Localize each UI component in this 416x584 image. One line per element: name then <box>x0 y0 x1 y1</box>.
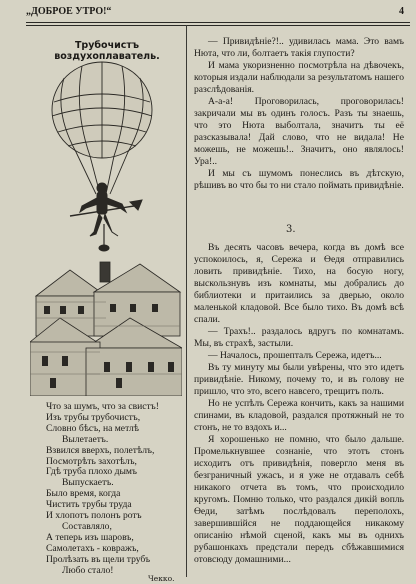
poem-line: Гдѣ труба плохо дымъ <box>46 466 137 478</box>
poem-text <box>46 402 182 577</box>
paragraph: Въ десять часовъ вечера, когда въ домѣ все успокоилось, я, Сережа и Өедя отправились ловить привидѣніе. Тихо, на босую ногу, выскользнувъ изъ комнаты, мы добрались до библиотеки и притаились за дверью, около маленькой кладовой. Все было тихо. Въ домѣ всѣ спали. <box>194 242 404 325</box>
poem-title: Трубочистъ воздухоплаватель. <box>54 40 160 62</box>
magazine-title: „ДОБРОЕ УТРО!“ <box>26 6 112 17</box>
page-number: 4 <box>399 6 404 17</box>
poem-line: Пролѣзать въ щели трубъ <box>46 553 151 565</box>
story-text-bottom <box>194 242 404 566</box>
paragraph: Я хорошенько не помню, что было дальше. Промелькнувшее сознаніе, что этотъ стонъ исходитъ отъ привидѣнія, повергло меня въ безграничный ужасъ, и я уже не отдавалъ себѣ никакого отчета въ томъ, что происходило кругомъ. Помню только, что раздался дикій вопль Өеди, затѣмъ послѣдовалъ переполохъ, завершившійся не поддающейся никакому описанію нѣмой сценой, какъ мы въ однихъ рубашонкахъ предстали передъ сбѣжавшимися отовсюду домашними... <box>194 434 404 565</box>
poem-line: Изъ трубы трубочистъ, <box>46 411 141 423</box>
poem-line: А теперь изъ шаровъ, <box>46 531 134 543</box>
page-header <box>26 6 408 20</box>
poem-line: Самолетахъ - ковражъ, <box>46 542 139 554</box>
balloon-icon <box>52 62 152 194</box>
poem-line: Словно бѣсъ, на метлѣ <box>46 422 140 434</box>
paragraph: И мама укоризненно посмотрѣла на дѣвочекъ, которыя издали наблюдали за результатомъ нашего разслѣдованія. <box>194 60 404 95</box>
header-rule-second <box>26 25 410 26</box>
section-number: 3. <box>286 224 296 235</box>
poem-line: Составляло, <box>62 520 112 532</box>
poem-line: Было время, когда <box>46 488 121 500</box>
poem-signature: Чекко. <box>148 574 175 583</box>
poem-line: Выпускаетъ. <box>62 477 114 489</box>
paragraph: И мы съ шумомъ понеслись въ дѣтскую, рѣшивъ во что бы то ни стало поймать привидѣніе. <box>194 168 404 191</box>
rooftops-icon <box>30 262 182 396</box>
paragraph: Но не успѣлъ Сережа кончить, какъ за нашими спинами, въ кладовой, раздался протяжный не то стонъ, не то вздохъ и... <box>194 398 404 433</box>
poem-line: Посмотрѣть захотѣлъ, <box>46 455 137 467</box>
paragraph: — Трахъ!.. раздалось вдругъ по комнатамъ. Мы, въ страхѣ, застыли. <box>194 326 404 349</box>
poem-line: Чистить трубы труда <box>46 499 132 511</box>
poem-line: Взвился вверхъ, полетѣлъ, <box>46 444 155 456</box>
header-rule <box>26 22 410 23</box>
paragraph: Въ ту минуту мы были увѣрены, что это идетъ привидѣніе. Никому, почему то, и въ голову не пришло, что это, всего навсего, трещитъ полъ. <box>194 362 404 397</box>
story-text-top <box>194 36 404 192</box>
poem-line: Любо стало! <box>62 564 114 576</box>
chimney-sweep-icon <box>70 183 142 251</box>
poem-line: И хлопотъ полонъ ротъ <box>46 510 142 522</box>
poem-line: Что за шумъ, что за свистъ! <box>46 401 159 412</box>
balloon-illustration <box>30 56 182 396</box>
column-divider <box>186 25 187 577</box>
paragraph: А-а-а! Проговорилась, проговорилась! закричали мы въ одинъ голосъ. Разъ ты знаешь, что это Нюта выболтала, значитъ ты её разсказывала! Дай слово, что не видала! Не можешь, не можешь!.. Значитъ, оно являлось! Ура!.. <box>194 96 404 167</box>
paragraph: — Началось, прошепталъ Сережа, идетъ... <box>208 350 382 361</box>
paragraph: — Привидѣніе?!.. удивилась мама. Это вамъ Нюта, что ли, болтаетъ такія глупости? <box>194 36 404 59</box>
poem-line: Вылетаетъ. <box>62 433 109 445</box>
